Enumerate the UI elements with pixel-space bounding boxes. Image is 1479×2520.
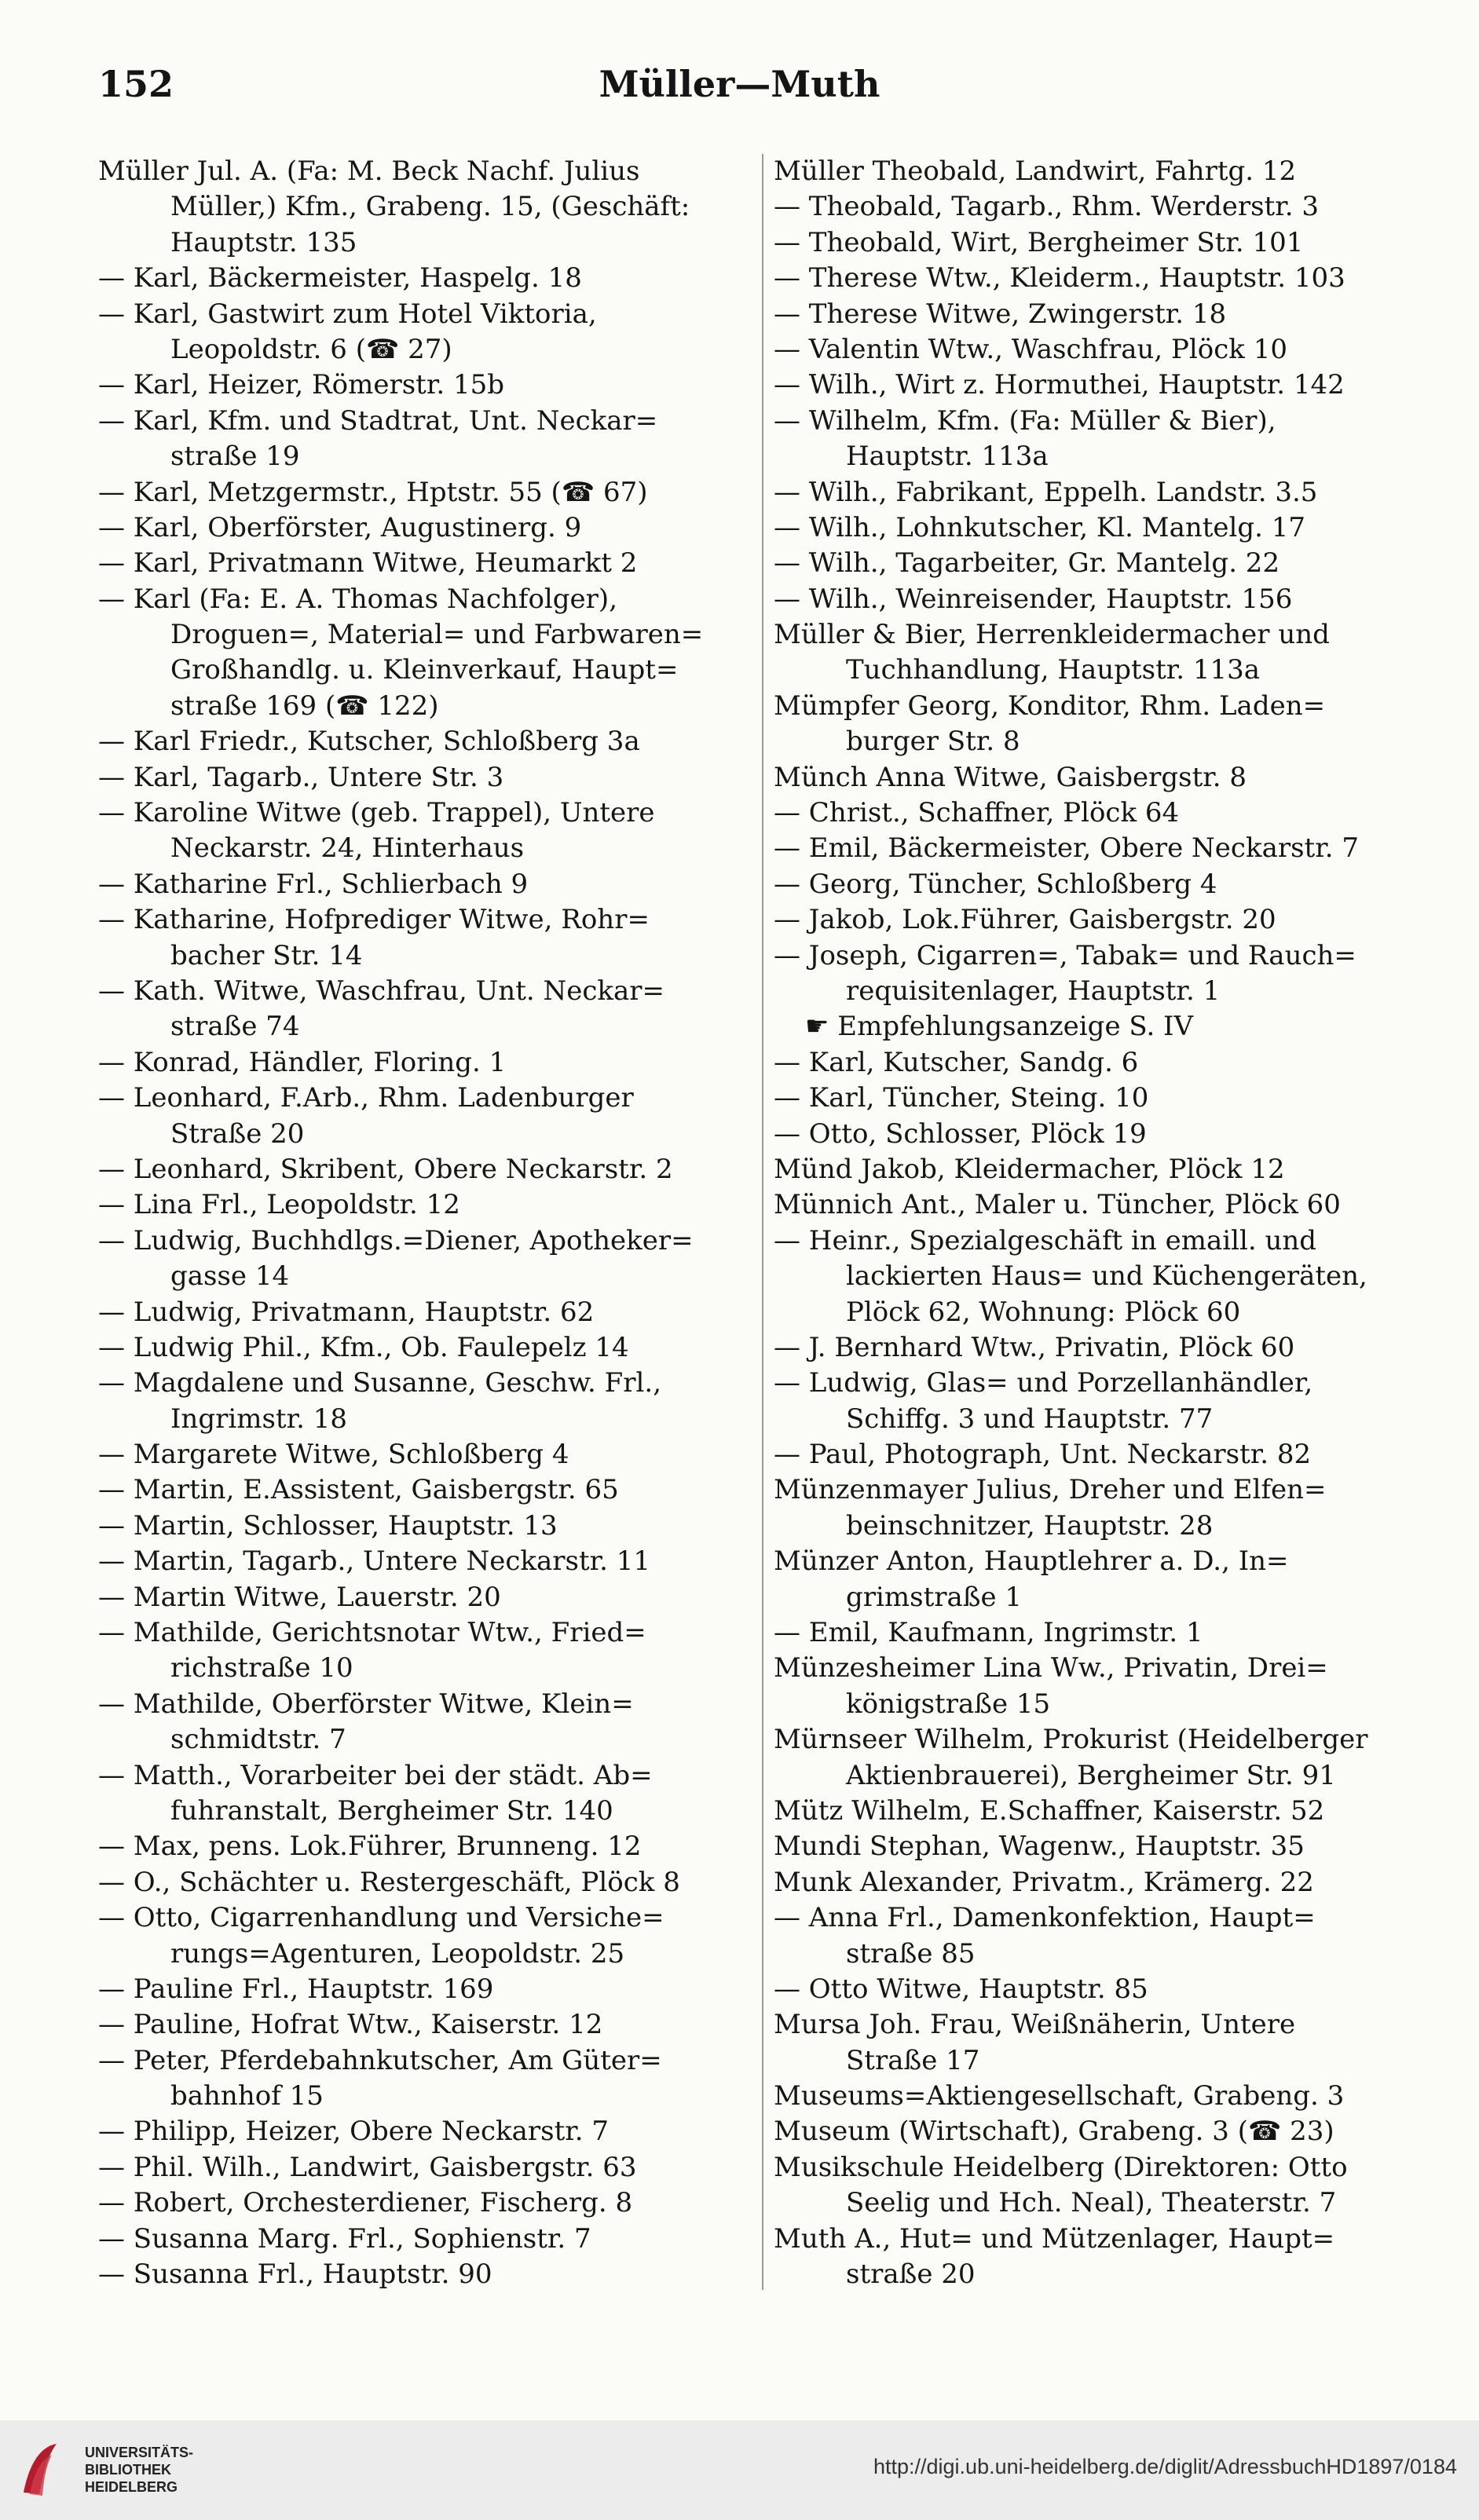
directory-entry-line: — Jakob, Lok.Führer, Gaisbergstr. 20 xyxy=(774,904,1276,936)
directory-entry-line: — Emil, Kaufmann, Ingrimstr. 1 xyxy=(774,1617,1203,1649)
directory-entry-line: — Karl (Fa: E. A. Thomas Nachfolger), xyxy=(98,583,618,615)
directory-entry-line: — Peter, Pferdebahnkutscher, Am Güter= xyxy=(98,2044,662,2076)
directory-entry-line: — Karoline Witwe (geb. Trappel), Untere xyxy=(98,797,655,829)
university-library-logo-icon xyxy=(16,2438,64,2500)
directory-entry-line: — Katharine, Hofprediger Witwe, Rohr= xyxy=(98,904,650,936)
entry-continuation-line: requisitenlager, Hauptstr. 1 xyxy=(846,975,1221,1007)
directory-entry-line: — Max, pens. Lok.Führer, Brunneng. 12 xyxy=(98,1831,642,1863)
directory-entry-line: Mundi Stephan, Wagenw., Hauptstr. 35 xyxy=(774,1831,1305,1863)
entry-continuation-line: straße 85 xyxy=(846,1937,976,1970)
entry-continuation-line: Plöck 62, Wohnung: Plöck 60 xyxy=(846,1296,1241,1328)
directory-entry-line: — Martin Witwe, Lauerstr. 20 xyxy=(98,1581,501,1613)
directory-entry-line: — Otto Witwe, Hauptstr. 85 xyxy=(774,1973,1148,2005)
directory-entry-line: Mümpfer Georg, Konditor, Rhm. Laden= xyxy=(774,689,1326,722)
directory-entry-line: — Wilhelm, Kfm. (Fa: Müller & Bier), xyxy=(774,404,1276,437)
advert-reference-line: ☛ Empfehlungsanzeige S. IV xyxy=(805,1011,1194,1043)
directory-entry-line: — Wilh., Weinreisender, Hauptstr. 156 xyxy=(774,583,1293,615)
directory-entry-line: — Kath. Witwe, Waschfrau, Unt. Neckar= xyxy=(98,975,665,1007)
directory-entry-line: — Mathilde, Oberförster Witwe, Klein= xyxy=(98,1688,634,1720)
directory-entry-line: — Martin, Schlosser, Hauptstr. 13 xyxy=(98,1509,558,1542)
page-number: 152 xyxy=(98,63,174,105)
directory-entry-line: — Karl Friedr., Kutscher, Schloßberg 3a xyxy=(98,726,640,758)
directory-entry-line: — Ludwig, Glas= und Porzellanhändler, xyxy=(774,1367,1313,1399)
directory-entry-line: — Leonhard, F.Arb., Rhm. Ladenburger xyxy=(98,1082,634,1114)
directory-entry-line: Museum (Wirtschaft), Grabeng. 3 (☎ 23) xyxy=(774,2116,1334,2148)
entry-continuation-line: Neckarstr. 24, Hinterhaus xyxy=(170,832,525,865)
entry-continuation-line: straße 169 (☎ 122) xyxy=(170,689,439,722)
column-divider xyxy=(762,154,763,2290)
entry-continuation-line: straße 20 xyxy=(846,2258,976,2291)
entry-continuation-line: königstraße 15 xyxy=(846,1688,1051,1720)
page-header xyxy=(0,63,1479,118)
directory-entry-line: Münzesheimer Lina Ww., Privatin, Drei= xyxy=(774,1652,1328,1684)
directory-entry-line: Mursa Joh. Frau, Weißnäherin, Untere xyxy=(774,2009,1296,2041)
entry-continuation-line: Großhandlg. u. Kleinverkauf, Haupt= xyxy=(170,654,679,686)
directory-entry-line: — Otto, Cigarrenhandlung und Versiche= xyxy=(98,1902,664,1934)
directory-entry-line: — Ludwig, Privatmann, Hauptstr. 62 xyxy=(98,1296,595,1328)
left-column xyxy=(98,154,750,2292)
entry-continuation-line: Leopoldstr. 6 (☎ 27) xyxy=(170,333,452,365)
directory-entry-line: — Ludwig, Buchhdlgs.=Diener, Apotheker= xyxy=(98,1224,694,1256)
directory-entry-line: — Karl, Heizer, Römerstr. 15b xyxy=(98,369,504,401)
directory-entry-line: Müller Theobald, Landwirt, Fahrtg. 12 xyxy=(774,155,1297,187)
entry-continuation-line: beinschnitzer, Hauptstr. 28 xyxy=(846,1509,1214,1542)
directory-entry-line: — J. Bernhard Wtw., Privatin, Plöck 60 xyxy=(774,1331,1295,1363)
directory-entry-line: — Philipp, Heizer, Obere Neckarstr. 7 xyxy=(98,2116,610,2148)
directory-entry-line: — Ludwig Phil., Kfm., Ob. Faulepelz 14 xyxy=(98,1331,629,1363)
directory-entry-line: — Theobald, Wirt, Bergheimer Str. 101 xyxy=(774,226,1304,258)
directory-entry-line: — Phil. Wilh., Landwirt, Gaisbergstr. 63 xyxy=(98,2151,637,2183)
directory-entry-line: — Karl, Gastwirt zum Hotel Viktoria, xyxy=(98,298,597,330)
entry-continuation-line: gasse 14 xyxy=(170,1260,290,1293)
running-head: Müller—Muth xyxy=(599,63,880,105)
directory-entry-line: — Heinr., Spezialgeschäft in emaill. und xyxy=(774,1224,1317,1256)
directory-entry-line: — Therese Witwe, Zwingerstr. 18 xyxy=(774,298,1227,330)
directory-entry-line: — Katharine Frl., Schlierbach 9 xyxy=(98,868,529,900)
directory-entry-line: Musikschule Heidelberg (Direktoren: Otto xyxy=(774,2151,1348,2183)
directory-entry-line: — Margarete Witwe, Schloßberg 4 xyxy=(98,1439,569,1471)
entry-continuation-line: fuhranstalt, Bergheimer Str. 140 xyxy=(170,1794,613,1827)
directory-entry-line: — Valentin Wtw., Waschfrau, Plöck 10 xyxy=(774,333,1287,365)
directory-entry-line: — Karl, Bäckermeister, Haspelg. 18 xyxy=(98,262,582,294)
entry-continuation-line: Aktienbrauerei), Bergheimer Str. 91 xyxy=(846,1759,1336,1791)
entry-continuation-line: Straße 17 xyxy=(846,2044,980,2076)
directory-entry-line: — Susanna Frl., Hauptstr. 90 xyxy=(98,2258,492,2291)
entry-continuation-line: burger Str. 8 xyxy=(846,726,1020,758)
entry-continuation-line: Tuchhandlung, Hauptstr. 113a xyxy=(846,654,1261,686)
entry-continuation-line: bacher Str. 14 xyxy=(170,939,363,971)
directory-entry-line: — Karl, Tagarb., Untere Str. 3 xyxy=(98,761,504,793)
entry-continuation-line: bahnhof 15 xyxy=(170,2080,324,2112)
directory-entry-line: Münd Jakob, Kleidermacher, Plöck 12 xyxy=(774,1153,1285,1185)
directory-entry-line: — Pauline Frl., Hauptstr. 169 xyxy=(98,1973,494,2005)
directory-entry-line: — Karl, Tüncher, Steing. 10 xyxy=(774,1082,1149,1114)
library-name-line-2: BIBLIOTHEK xyxy=(85,2462,171,2478)
entry-continuation-line: Schiffg. 3 und Hauptstr. 77 xyxy=(846,1403,1214,1435)
footer-bar xyxy=(0,2420,1479,2520)
directory-entry-line: — Joseph, Cigarren=, Tabak= und Rauch= xyxy=(774,939,1356,971)
directory-entry-line: — Mathilde, Gerichtsnotar Wtw., Fried= xyxy=(98,1617,646,1649)
directory-entry-line: — Wilh., Fabrikant, Eppelh. Landstr. 3.5 xyxy=(774,476,1318,508)
entry-continuation-line: Straße 20 xyxy=(170,1117,305,1150)
directory-entry-line: — Emil, Bäckermeister, Obere Neckarstr. 7 xyxy=(774,832,1359,865)
directory-entry-line: Müller & Bier, Herrenkleidermacher und xyxy=(774,619,1330,651)
entry-continuation-line: Hauptstr. 113a xyxy=(846,441,1049,473)
entry-continuation-line: grimstraße 1 xyxy=(846,1581,1023,1613)
entry-continuation-line: richstraße 10 xyxy=(170,1652,353,1684)
entry-continuation-line: Droguen=, Material= und Farbwaren= xyxy=(170,619,704,651)
directory-entry-line: — O., Schächter u. Restergeschäft, Plöck 8 xyxy=(98,1866,680,1898)
directory-entry-line: — Karl, Kfm. und Stadtrat, Unt. Neckar= xyxy=(98,404,658,437)
directory-entry-line: — Karl, Privatmann Witwe, Heumarkt 2 xyxy=(98,547,638,580)
directory-entry-line: — Otto, Schlosser, Plöck 19 xyxy=(774,1117,1147,1150)
directory-entry-line: Muth A., Hut= und Mützenlager, Haupt= xyxy=(774,2222,1335,2255)
right-column xyxy=(774,154,1402,2292)
directory-entry-line: — Konrad, Händler, Floring. 1 xyxy=(98,1046,507,1078)
directory-entry-line: — Georg, Tüncher, Schloßberg 4 xyxy=(774,868,1217,900)
directory-entry-line: — Paul, Photograph, Unt. Neckarstr. 82 xyxy=(774,1439,1312,1471)
directory-entry-line: Mütz Wilhelm, E.Schaffner, Kaiserstr. 52 xyxy=(774,1794,1325,1827)
entry-continuation-line: straße 19 xyxy=(170,441,300,473)
directory-entry-line: Münzer Anton, Hauptlehrer a. D., In= xyxy=(774,1545,1289,1578)
directory-entry-line: — Martin, Tagarb., Untere Neckarstr. 11 xyxy=(98,1545,651,1578)
directory-entry-line: Münnich Ant., Maler u. Tüncher, Plöck 60 xyxy=(774,1189,1341,1221)
directory-entry-line: — Wilh., Tagarbeiter, Gr. Mantelg. 22 xyxy=(774,547,1280,580)
directory-entry-line: Müller Jul. A. (Fa: M. Beck Nachf. Julius xyxy=(98,155,640,187)
library-name-line-3: HEIDELBERG xyxy=(85,2479,178,2495)
directory-entry-line: — Karl, Oberförster, Augustinerg. 9 xyxy=(98,511,582,543)
directory-entry-line: — Karl, Metzgermstr., Hptstr. 55 (☎ 67) xyxy=(98,476,648,508)
directory-entry-line: Münzenmayer Julius, Dreher und Elfen= xyxy=(774,1474,1327,1506)
entry-continuation-line: straße 74 xyxy=(170,1011,300,1043)
directory-entry-line: — Pauline, Hofrat Wtw., Kaiserstr. 12 xyxy=(98,2009,603,2041)
directory-entry-line: — Matth., Vorarbeiter bei der städt. Ab= xyxy=(98,1759,653,1791)
directory-entry-line: — Lina Frl., Leopoldstr. 12 xyxy=(98,1189,460,1221)
directory-entry-line: — Wilh., Wirt z. Hormuthei, Hauptstr. 142 xyxy=(774,369,1345,401)
entry-continuation-line: Hauptstr. 135 xyxy=(170,226,357,258)
library-name xyxy=(85,2444,193,2496)
directory-entry-line: — Karl, Kutscher, Sandg. 6 xyxy=(774,1046,1139,1078)
directory-entry-line: — Martin, E.Assistent, Gaisbergstr. 65 xyxy=(98,1474,619,1506)
directory-entry-line: — Therese Wtw., Kleiderm., Hauptstr. 103 xyxy=(774,262,1345,294)
entry-continuation-line: rungs=Agenturen, Leopoldstr. 25 xyxy=(170,1937,625,1970)
directory-entry-line: — Magdalene und Susanne, Geschw. Frl., xyxy=(98,1367,662,1399)
directory-entry-line: Münch Anna Witwe, Gaisbergstr. 8 xyxy=(774,761,1247,793)
source-url-link[interactable]: http://digi.ub.uni-heidelberg.de/diglit/AdressbuchHD1897/0184 xyxy=(873,2455,1457,2478)
directory-entry-line: Museums=Aktiengesellschaft, Grabeng. 3 xyxy=(774,2080,1345,2112)
directory-entry-line: — Susanna Marg. Frl., Sophienstr. 7 xyxy=(98,2222,591,2255)
entry-continuation-line: Ingrimstr. 18 xyxy=(170,1403,347,1435)
directory-entry-line: Mürnseer Wilhelm, Prokurist (Heidelberger xyxy=(774,1724,1368,1756)
library-name-line-1: UNIVERSITÄTS- xyxy=(85,2445,194,2460)
directory-entry-line: Munk Alexander, Privatm., Krämerg. 22 xyxy=(774,1866,1314,1898)
directory-entry-line: — Robert, Orchesterdiener, Fischerg. 8 xyxy=(98,2187,633,2219)
directory-entry-line: — Anna Frl., Damenkonfektion, Haupt= xyxy=(774,1902,1316,1934)
entry-continuation-line: lackierten Haus= und Küchengeräten, xyxy=(846,1260,1367,1293)
directory-entry-line: — Christ., Schaffner, Plöck 64 xyxy=(774,797,1180,829)
directory-entry-line: — Wilh., Lohnkutscher, Kl. Mantelg. 17 xyxy=(774,511,1306,543)
directory-entry-line: — Theobald, Tagarb., Rhm. Werderstr. 3 xyxy=(774,191,1319,223)
entry-continuation-line: Müller,) Kfm., Grabeng. 15, (Geschäft: xyxy=(170,191,690,223)
directory-entry-line: — Leonhard, Skribent, Obere Neckarstr. 2 xyxy=(98,1153,673,1185)
entry-continuation-line: Seelig und Hch. Neal), Theaterstr. 7 xyxy=(846,2187,1337,2219)
entry-continuation-line: schmidtstr. 7 xyxy=(170,1724,346,1756)
